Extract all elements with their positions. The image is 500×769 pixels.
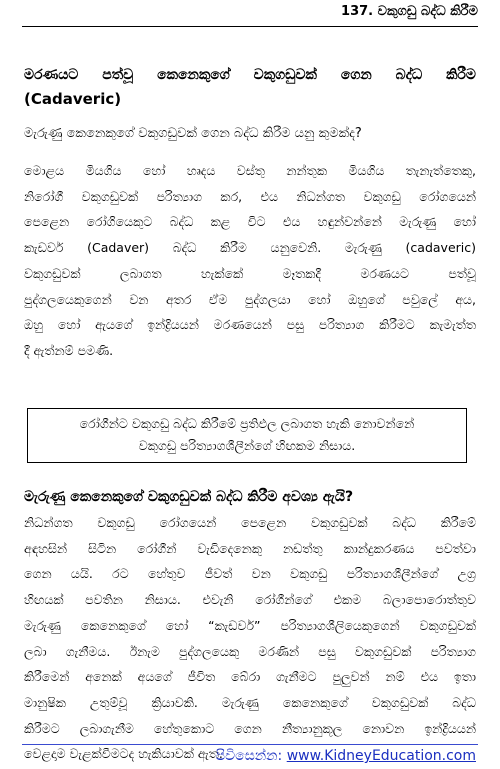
running-header: 137. වකුගඩු බද්ධ කිරීම (341, 4, 478, 19)
paragraph-line: පුද්ගලයෙකුගෙන් වන අතර ඒම පුද්ගලයා හෝ ඔහුගේ පවුලේ අය, (24, 291, 476, 307)
paragraph-line: මානුෂික උතුම්වූ ක්‍රියාවකි. මැරුණු කෙනෙකුගේ වකුගඩුවක් බද්ධ (24, 694, 476, 710)
footer (216, 748, 476, 764)
paragraph-line: වකුගඩුවක් ලබාගත හැක්කේ මෑතකදී මරණයට පත්වූ (24, 265, 476, 281)
paragraph-line: කිරීමෙන් අනෙක් අයගේ ජීවිත බේරා ගැනීමට පුලුවන් නම් එය ඉතා (24, 669, 476, 685)
paragraph-line: කැඩවර් (Cadaver) බද්ධ කිරීම යනුවෙනි. මැරුණු (cadaveric) (24, 240, 476, 256)
paragraph-line: ලබා ගැනීමය. ඊනැම පුද්ගලයෙකු මරණින් පසු වකුගඩුවක් පරිත්‍යාග (24, 643, 476, 659)
paragraph-line: වෙළදාම වැළක්වීමටද හැකියාවක් ඇත. (24, 746, 223, 762)
footer-label: පිවිසෙන්න: (215, 748, 283, 764)
paragraph-line: මොළය මියගිය හෝ හෘදය වස්තු නන්තුක මියගිය තැනැත්තෙකු, (24, 163, 476, 178)
paragraph-line: නිධන්ගත වකුගඩු රෝගයෙන් පෙළෙන වකුගඩුවක් බද්ධ කිරීමේ (24, 515, 476, 530)
callout-line: වකුගඩු පරිත්‍යාගශීලීන්ගේ හිඟකම නිසාය. (138, 438, 356, 453)
paragraph-line: පෙළෙන රෝගියෙකුට බද්ධ කළ විට එය හඳුන්වන්නේ මැරුණු හෝ (24, 214, 476, 230)
paragraph-line: මැරුණු කෙනෙකුගේ හෝ “කැඩවර්” පරිත්‍යාගශීලියෙකුගෙන් වකුගඩුවක් (24, 617, 476, 633)
paragraph-2 (24, 510, 476, 767)
callout-line: රෝගීන්ට වකුගඩු බද්ධ කිරීමේ ප්‍රතිඵල ලබාගත හැකි නොවන්නේ (79, 416, 415, 431)
paragraph-line: අඳහසින් සිටින රෝගීන් වැඩිදෙනෙකු නඩත්තු කාන්දුකරණය පවත්වා (24, 540, 476, 556)
paragraph-line: දී ඇත්නම් පමණි. (24, 342, 114, 358)
section-heading: මරණයට පත්වූ කෙනෙකුගේ වකුගඩුවක් ගෙන බද්ධ කිරීම (24, 67, 476, 83)
paragraph-line: ඔහු හෝ ඇයගේ ඉන්ද්‍රියයන් මරණයෙන් පසු පරිත්‍යාග කිරීමට කැමැත්ත (24, 317, 476, 333)
paragraph-line: නිරෝගී වකුගඩුවක් පරිත්‍යාග කර, එය නිධන්ගත වකුගඩු රෝගයෙන් (24, 188, 476, 204)
footer-link[interactable]: www.KidneyEducation.com (286, 748, 476, 764)
section-heading-2: මැරුණු කෙනෙකුගේ වකුගඩුවක් බද්ධ කිරීම අවශ්‍ය ඇයි? (24, 489, 354, 505)
callout-box (27, 408, 467, 463)
footer-divider (22, 744, 478, 745)
paragraph-line: කිරීමට ලබාගැනීම හේතුකොට ගෙන නීත්‍යානුකූල නොවන ඉන්ද්‍රියයන් (24, 720, 476, 736)
paragraph-1 (24, 158, 476, 364)
paragraph-line: හිඟයක් පවතින නිසාය. එවැනි රෝගීන්ගේ එකම බලාපොරොත්තුව (24, 592, 476, 608)
paragraph-line: ගෙන යයි. රට හේතුව ජීවත් වන වකුගඩු පරිත්‍යාගශීලීන්ගේ උග්‍ර (24, 566, 476, 582)
header-divider (22, 26, 478, 27)
question-text: මැරුණු කෙනෙකුගේ වකුගඩුවක් ගෙන බද්ධ කිරීම යනු කුමක්ද? (24, 126, 362, 141)
section-heading-subtitle: (Cadaveric) (24, 90, 122, 108)
